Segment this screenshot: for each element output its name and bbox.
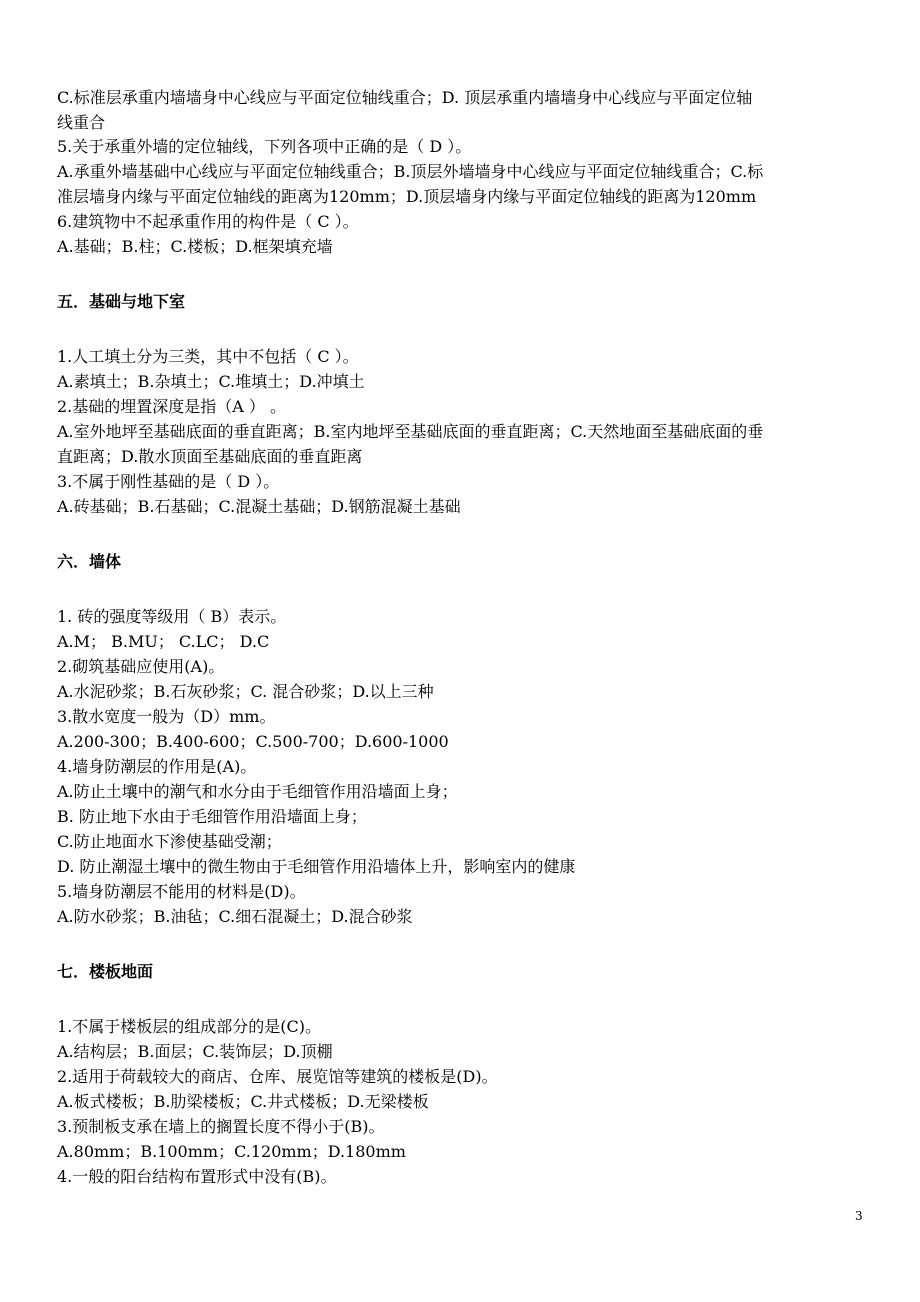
text-line: 2.砌筑基础应使用(A)。 (57, 657, 225, 676)
text-line: C.防止地面水下渗使基础受潮； (57, 832, 282, 851)
text-line: A.M； B.MU； C.LC； D.C (57, 632, 270, 651)
text-line: A.防水砂浆；B.油毡；C.细石混凝土；D.混合砂浆 (57, 907, 413, 926)
text-line: A.板式楼板；B.肋梁楼板；C.井式楼板；D.无梁楼板 (57, 1092, 429, 1111)
text-line: 1.人工填土分为三类，其中不包括（ C ）。 (57, 347, 359, 366)
text-line: C.标准层承重内墙墙身中心线应与平面定位轴线重合；D. 顶层承重内墙墙身中心线应与平面定位轴 (57, 88, 753, 107)
text-line: 准层墙身内缘与平面定位轴线的距离为120mm；D.顶层墙身内缘与平面定位轴线的距离为120mm (57, 187, 757, 206)
text-line: 4.一般的阳台结构布置形式中没有(B)。 (57, 1167, 337, 1186)
text-line: 3.预制板支承在墙上的搁置长度不得小于(B)。 (57, 1117, 385, 1136)
text-line: A.结构层；B.面层；C.装饰层；D.顶棚 (57, 1042, 333, 1061)
text-line: 4.墙身防潮层的作用是(A)。 (57, 757, 257, 776)
text-line: A.80mm；B.100mm；C.120mm；D.180mm (57, 1142, 406, 1161)
text-line: D. 防止潮湿土壤中的微生物由于毛细管作用沿墙体上升，影响室内的健康 (57, 857, 576, 876)
text-line: 6.建筑物中不起承重作用的构件是（ C ）。 (57, 212, 359, 231)
text-line: 直距离；D.散水顶面至基础底面的垂直距离 (57, 447, 363, 466)
text-line: 5.关于承重外墙的定位轴线，下列各项中正确的是（ D ）。 (57, 137, 472, 156)
text-line: 1. 砖的强度等级用（ B）表示。 (57, 607, 287, 626)
text-line: 2.基础的埋置深度是指（A ） 。 (57, 397, 286, 416)
text-line: 3.不属于刚性基础的是（ D ）。 (57, 472, 280, 491)
text-line: A.室外地坪至基础底面的垂直距离；B.室内地坪至基础底面的垂直距离；C.天然地面至基础底面的垂 (57, 422, 764, 441)
text-line: A.水泥砂浆；B.石灰砂浆；C. 混合砂浆；D.以上三种 (57, 682, 434, 701)
section-heading: 六．墙体 (57, 552, 122, 571)
text-line: 3.散水宽度一般为（D）mm。 (57, 707, 276, 726)
section-heading: 七．楼板地面 (57, 962, 154, 981)
text-line: A.200-300；B.400-600；C.500-700；D.600-1000 (57, 732, 449, 751)
text-line: 1.不属于楼板层的组成部分的是(C)。 (57, 1017, 321, 1036)
text-line: A.防止土壤中的潮气和水分由于毛细管作用沿墙面上身； (57, 782, 458, 801)
text-line: B. 防止地下水由于毛细管作用沿墙面上身； (57, 807, 367, 826)
text-line: A.基础；B.柱；C.楼板；D.框架填充墙 (57, 237, 333, 256)
text-line: 线重合 (57, 113, 106, 132)
text-line: 2.适用于荷载较大的商店、仓库、展览馆等建筑的楼板是(D)。 (57, 1067, 498, 1086)
text-line: 5.墙身防潮层不能用的材料是(D)。 (57, 882, 306, 901)
text-line: A.素填土；B.杂填土；C.堆填土；D.冲填土 (57, 372, 365, 391)
section-heading: 五．基础与地下室 (57, 292, 186, 311)
text-line: A.承重外墙基础中心线应与平面定位轴线重合；B.顶层外墙墙身中心线应与平面定位轴线重合；C.标 (57, 162, 764, 181)
text-line: A.砖基础；B.石基础；C.混凝土基础；D.钢筋混凝土基础 (57, 497, 461, 516)
page-number: 3 (855, 1209, 863, 1223)
